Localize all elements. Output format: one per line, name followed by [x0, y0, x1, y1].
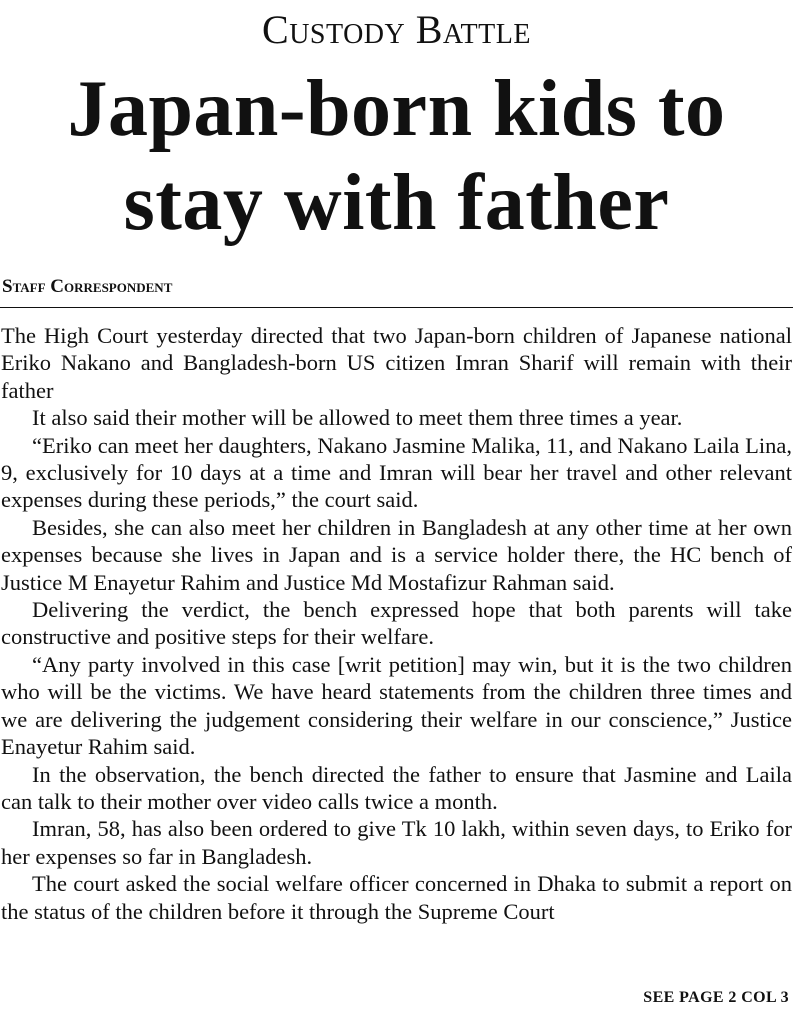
paragraph: Imran, 58, has also been ordered to give Tk 10 lakh, within seven days, to Eriko for her expenses so far in Bangladesh. — [1, 816, 792, 869]
headline — [0, 62, 793, 250]
divider — [0, 307, 793, 308]
headline-line-1: Japan-born kids to — [67, 65, 726, 153]
paragraph: The court asked the social welfare officer concerned in Dhaka to submit a report on the status of the children before it through the Supreme Court — [1, 871, 792, 924]
paragraph: “Any party involved in this case [writ petition] may win, but it is the two children who will be the victims. We have heard statements from the children three times and we are delivering the judgement considering their welfare in our conscience,” Justice Enayetur Rahim said. — [1, 651, 792, 760]
continuation-jump-line: SEE PAGE 2 COL 3 — [643, 989, 789, 1006]
kicker: Custody Battle — [262, 7, 531, 52]
byline: Staff Correspondent — [2, 276, 173, 297]
paragraph: “Eriko can meet her daughters, Nakano Jasmine Malika, 11, and Nakano Laila Lina, 9, exclusively for 10 days at a time and Imran will bear her travel and other relevant expenses during these periods,” the court said. — [1, 432, 792, 513]
paragraph: It also said their mother will be allowed to meet them three times a year. — [32, 405, 683, 431]
paragraph: The High Court yesterday directed that two Japan-born children of Japanese national Eriko Nakano and Bangladesh-born US citizen Imran Sharif will remain with their father — [1, 323, 792, 403]
paragraph: In the observation, the bench directed the father to ensure that Jasmine and Laila can talk to their mother over video calls twice a month. — [1, 761, 792, 814]
paragraph: Delivering the verdict, the bench expressed hope that both parents will take constructive and positive steps for their welfare. — [1, 597, 792, 650]
article-body — [1, 322, 792, 925]
headline-line-2: stay with father — [123, 159, 670, 247]
paragraph: Besides, she can also meet her children in Bangladesh at any other time at her own expenses because she lives in Japan and is a service holder there, the HC bench of Justice M Enayetur Rahim and Justice Md Mostafizur Rahman said. — [1, 514, 792, 595]
